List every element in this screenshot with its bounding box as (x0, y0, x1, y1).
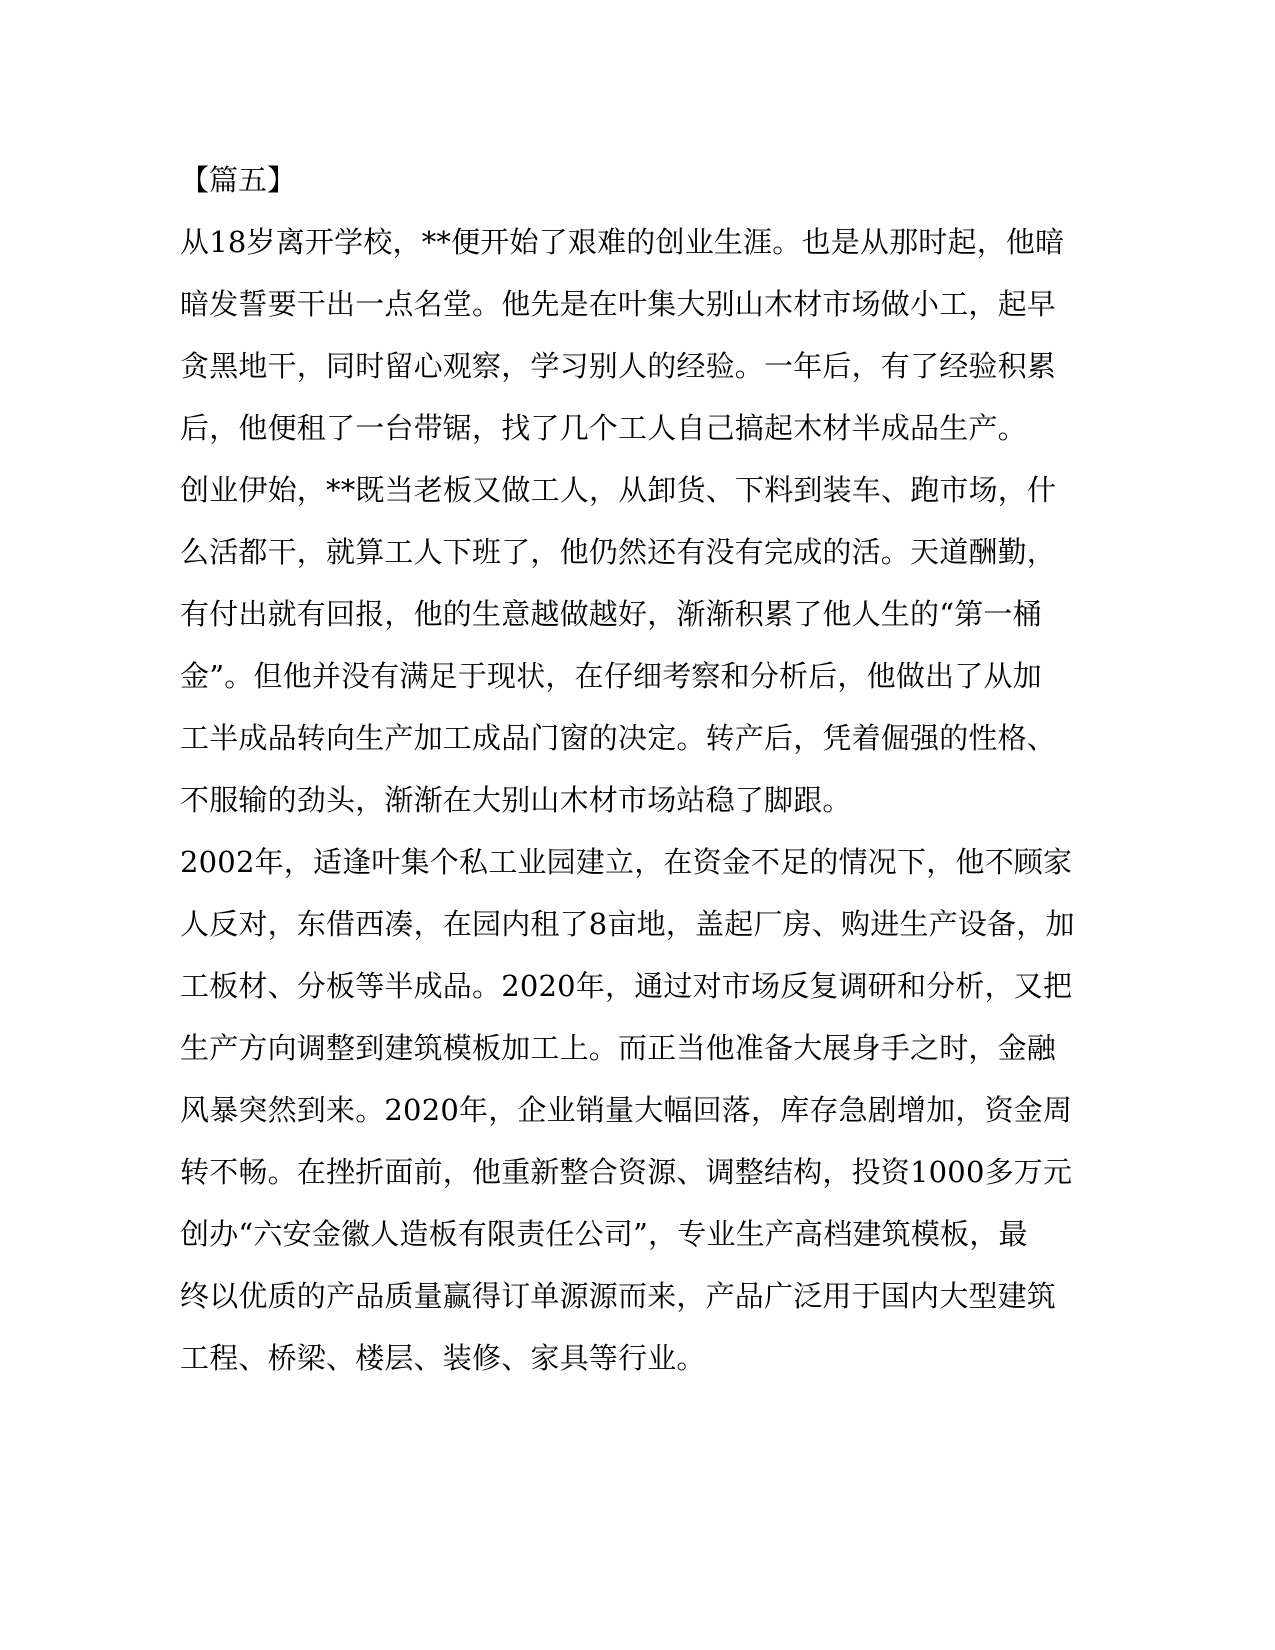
text-line: 人反对，东借西凑，在园内租了8亩地，盖起厂房、购进生产设备，加 (180, 907, 1075, 941)
text-line: 不服输的劲头，渐渐在大别山木材市场站稳了脚跟。 (180, 783, 852, 817)
text-line: 暗发誓要干出一点名堂。他先是在叶集大别山木材市场做小工，起早 (180, 287, 1057, 321)
text-line: 么活都干，就算工人下班了，他仍然还有没有完成的活。天道酬勤， (180, 535, 1057, 569)
text-line: 金”。但他并没有满足于现状，在仔细考察和分析后，他做出了从加 (180, 659, 1042, 693)
text-line: 后，他便租了一台带锯，找了几个工人自己搞起木材半成品生产。 (180, 411, 1027, 445)
text-line: 2002年，适逢叶集个私工业园建立，在资金不足的情况下，他不顾家 (180, 845, 1073, 879)
text-line: 创办“六安金徽人造板有限责任公司”，专业生产高档建筑模板，最 (180, 1217, 1028, 1251)
section-heading: 【篇五】 (180, 163, 297, 197)
document-body (180, 149, 1075, 1389)
text-line: 终以优质的产品质量赢得订单源源而来，产品广泛用于国内大型建筑 (180, 1279, 1057, 1313)
text-line: 有付出就有回报，他的生意越做越好，渐渐积累了他人生的“第一桶 (180, 597, 1042, 631)
text-line: 贪黑地干，同时留心观察，学习别人的经验。一年后，有了经验积累 (180, 349, 1057, 383)
text-line: 工板材、分板等半成品。2020年，通过对市场反复调研和分析，又把 (180, 969, 1073, 1003)
text-line: 工半成品转向生产加工成品门窗的决定。转产后，凭着倔强的性格、 (180, 721, 1057, 755)
paragraph-1 (180, 211, 1065, 459)
paragraph-3 (180, 831, 1075, 1389)
text-line: 生产方向调整到建筑模板加工上。而正当他准备大展身手之时，金融 (180, 1031, 1057, 1065)
text-line: 创业伊始，**既当老板又做工人，从卸货、下料到装车、跑市场，什 (180, 473, 1057, 507)
text-line: 工程、桥梁、楼层、装修、家具等行业。 (180, 1341, 706, 1375)
text-line: 风暴突然到来。2020年，企业销量大幅回落，库存急剧增加，资金周 (180, 1093, 1073, 1127)
text-line: 转不畅。在挫折面前，他重新整合资源、调整结构，投资1000多万元 (180, 1155, 1073, 1189)
paragraph-2 (180, 459, 1057, 831)
text-line: 从18岁离开学校，**便开始了艰难的创业生涯。也是从那时起，他暗 (180, 225, 1065, 259)
